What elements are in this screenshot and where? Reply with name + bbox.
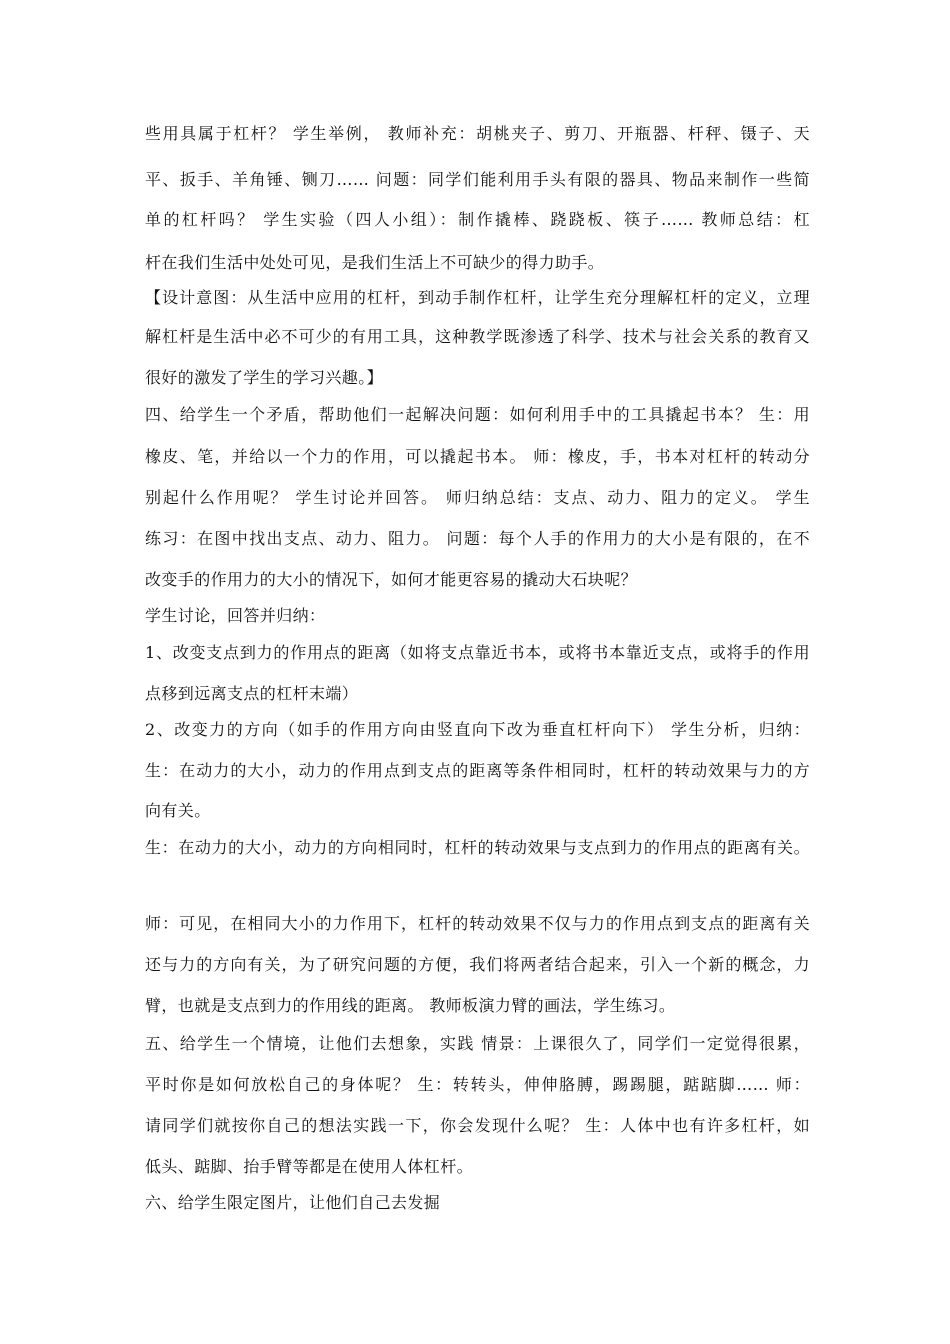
text-line: 橡皮、笔，并给以一个力的作用，可以撬起书本。 师：橡皮，手，书本对杠杆的转动分 [145, 447, 810, 466]
text-line: 请同学们就按你自己的想法实践一下，你会发现什么呢？ 生：人体中也有许多杠杆，如 [145, 1116, 810, 1135]
text-line: 还与力的方向有关，为了研究问题的方便，我们将两者结合起来，引入一个新的概念，力 [145, 955, 810, 974]
text-line: 2、改变力的方向（如手的作用方向由竖直向下改为垂直杠杆向下） 学生分析，归纳： [145, 720, 810, 739]
text-line: 五、给学生一个情境，让他们去想象，实践 情景：上课很久了，同学们一定觉得很累， [145, 1034, 810, 1053]
text-line: 改变手的作用力的大小的情况下，如何才能更容易的撬动大石块呢？ [145, 570, 638, 589]
text-line: 平时你是如何放松自己的身体呢？ 生：转转头，伸伸胳膊，踢踢腿，踮踮脚…… 师： [145, 1075, 810, 1094]
text-line: 很好的激发了学生的学习兴趣。】 [145, 368, 384, 387]
text-line: 解杠杆是生活中必不可少的有用工具，这种教学既渗透了科学、技术与社会关系的教育又 [145, 327, 810, 346]
text-line: 师：可见，在相同大小的力作用下，杠杆的转动效果不仅与力的作用点到支点的距离有关 [145, 914, 810, 933]
text-line: 练习：在图中找出支点、动力、阻力。 问题：每个人手的作用力的大小是有限的，在不 [145, 529, 810, 548]
text-line: 四、给学生一个矛盾，帮助他们一起解决问题：如何利用手中的工具撬起书本？ 生：用 [145, 405, 810, 424]
text-line: 点移到远离支点的杠杆末端） [145, 684, 359, 703]
text-line: 向有关。 [145, 801, 211, 820]
text-line: 低头、踮脚、抬手臂等都是在使用人体杠杆。 [145, 1157, 474, 1176]
text-line: 生：在动力的大小，动力的方向相同时，杠杆的转动效果与支点到力的作用点的距离有关。 [145, 838, 810, 857]
text-line: 生：在动力的大小，动力的作用点到支点的距离等条件相同时，杠杆的转动效果与力的方 [145, 761, 810, 780]
text-line: 1、改变支点到力的作用点的距离（如将支点靠近书本，或将书本靠近支点，或将手的作用 [145, 643, 810, 662]
text-line: 些用具属于杠杆？ 学生举例， 教师补充：胡桃夹子、剪刀、开瓶器、杆秤、镊子、天 [145, 124, 810, 143]
text-line: 学生讨论，回答并归纳： [145, 606, 326, 625]
text-line: 别起什么作用呢？ 学生讨论并回答。 师归纳总结：支点、动力、阻力的定义。 学生 [145, 488, 810, 507]
text-line: 杆在我们生活中处处可见，是我们生活上不可缺少的得力助手。 [145, 253, 605, 272]
text-line: 【设计意图：从生活中应用的杠杆，到动手制作杠杆，让学生充分理解杠杆的定义，立理 [145, 288, 810, 307]
text-line: 六、给学生限定图片，让他们自己去发掘 [145, 1193, 441, 1212]
text-line: 单的杠杆吗？ 学生实验（四人小组）：制作撬棒、跷跷板、筷子…… 教师总结：杠 [145, 210, 810, 229]
text-line: 臂，也就是支点到力的作用线的距离。 教师板演力臂的画法，学生练习。 [145, 996, 676, 1015]
text-line: 平、扳手、羊角锤、铡刀…… 问题：同学们能利用手头有限的器具、物品来制作一些简 [145, 170, 810, 189]
